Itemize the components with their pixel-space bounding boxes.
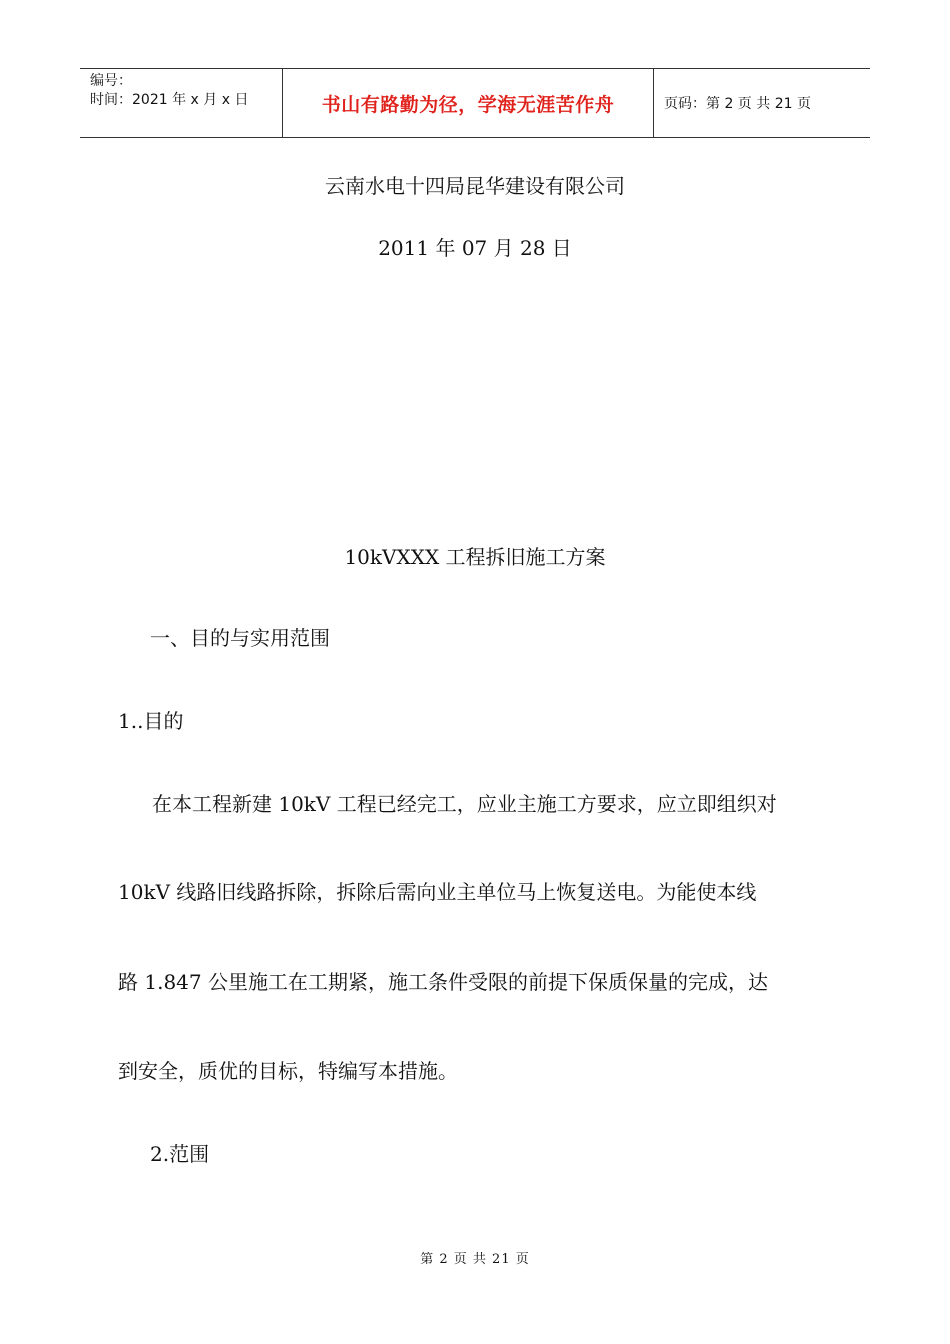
paragraph-line-4: 到安全，质优的目标，特编写本措施。 [118, 1059, 458, 1083]
header-motto-cell [282, 69, 654, 137]
document-title: 10kVXXX 工程拆旧施工方案 [344, 545, 606, 569]
page-info: 页码：第 2 页 共 21 页 [664, 96, 811, 112]
page-footer: 第 2 页 共 21 页 [420, 1252, 530, 1267]
motto-text: 书山有路勤为径，学海无涯苦作舟 [321, 93, 615, 116]
header-table [80, 68, 870, 138]
company-name: 云南水电十四局昆华建设有限公司 [325, 174, 625, 198]
section-heading-1: 一、目的与实用范围 [150, 626, 330, 650]
paragraph-line-3: 路 1.847 公里施工在工期紧，施工条件受限的前提下保质保量的完成，达 [118, 970, 768, 994]
header-meta-cell [80, 69, 282, 137]
cover-date: 2011 年 07 月 28 日 [378, 236, 572, 260]
time-label: 时间：2021 年 x 月 x 日 [90, 92, 249, 108]
paragraph-line-2: 10kV 线路旧线路拆除，拆除后需向业主单位马上恢复送电。为能使本线 [118, 880, 757, 904]
subsection-heading-purpose: 1..目的 [118, 709, 184, 733]
number-label: 编号： [90, 73, 132, 89]
paragraph-line-1: 在本工程新建 10kV 工程已经完工，应业主施工方要求，应立即组织对 [152, 792, 777, 816]
header-page-cell [654, 69, 870, 137]
subsection-heading-scope: 2.范围 [150, 1142, 210, 1166]
